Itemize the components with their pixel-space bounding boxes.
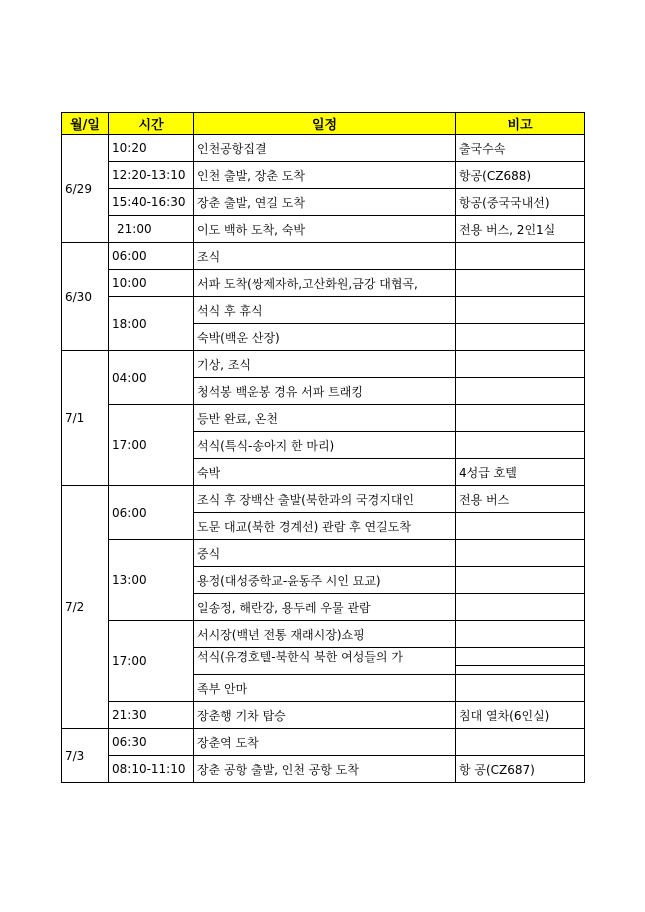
schedule-cell: 서시장(백년 전통 재래시장)쇼핑 [194,621,456,648]
schedule-cell: 장춘 공항 출발, 인천 공항 도착 [194,756,456,783]
date-cell: 7/1 [62,351,109,486]
note-cell [456,513,585,540]
note-cell: 전용 버스, 2인1실 [456,216,585,243]
note-cell: 항공(CZ688) [456,162,585,189]
table-row [62,702,585,729]
time-cell: 06:30 [109,729,194,756]
note-cell: 전용 버스 [456,486,585,513]
table-row [62,162,585,189]
schedule-cell: 장춘 출발, 연길 도착 [194,189,456,216]
schedule-cell: 용정(대성중학교-윤동주 시인 묘교) [194,567,456,594]
time-cell: 06:00 [109,243,194,270]
table-row [62,270,585,297]
schedule-cell: 족부 안마 [194,675,456,702]
table-row [62,297,585,324]
schedule-cell: 기상, 조식 [194,351,456,378]
schedule-cell: 중식 [194,540,456,567]
date-cell: 6/29 [62,135,109,243]
time-cell: 12:20-13:10 [109,162,194,189]
note-cell [456,666,585,675]
note-cell [456,594,585,621]
table-row [62,135,585,162]
schedule-cell: 석식 후 휴식 [194,297,456,324]
schedule-cell: 서파 도착(쌍제자하,고산화원,금강 대협곡, [194,270,456,297]
time-cell: 21:30 [109,702,194,729]
note-cell [456,621,585,648]
header-row [62,113,585,135]
schedule-cell: 청석봉 백운봉 경유 서파 트래킹 [194,378,456,405]
note-cell: 항공(중국국내선) [456,189,585,216]
note-cell [456,648,585,666]
note-cell: 출국수속 [456,135,585,162]
schedule-cell: 석식(특식-송아지 한 마리) [194,432,456,459]
table-row [62,189,585,216]
note-cell [456,351,585,378]
table-row [62,243,585,270]
schedule-cell: 도문 대교(북한 경계선) 관람 후 연길도착 [194,513,456,540]
table-row [62,486,585,513]
schedule-cell: 등반 완료, 온천 [194,405,456,432]
time-cell: 17:00 [109,405,194,486]
table-row [62,216,585,243]
note-cell [456,270,585,297]
schedule-cell: 일송정, 해란강, 용두레 우물 관람 [194,594,456,621]
schedule-cell: 숙박(백운 산장) [194,324,456,351]
header-time: 시간 [109,113,194,135]
table-row [62,729,585,756]
note-cell: 항 공(CZ687) [456,756,585,783]
table-row [62,756,585,783]
header-date: 월/일 [62,113,109,135]
schedule-cell: 이도 백하 도착, 숙박 [194,216,456,243]
schedule-cell: 숙박 [194,459,456,486]
note-cell [456,567,585,594]
note-cell: 침대 열차(6인실) [456,702,585,729]
note-cell [456,405,585,432]
date-cell: 7/3 [62,729,109,783]
schedule-cell: 조식 후 장백산 출발(북한과의 국경지대인 [194,486,456,513]
header-schedule: 일정 [194,113,456,135]
time-cell: 06:00 [109,486,194,540]
time-cell: 13:00 [109,540,194,621]
time-cell: 21:00 [109,216,194,243]
schedule-cell: 장춘역 도착 [194,729,456,756]
time-cell: 04:00 [109,351,194,405]
time-cell: 15:40-16:30 [109,189,194,216]
schedule-cell: 석식(유경호텔-북한식 북한 여성들의 가 [194,648,456,666]
time-cell: 10:20 [109,135,194,162]
time-cell: 10:00 [109,270,194,297]
table-row [62,621,585,648]
schedule-cell: 조식 [194,243,456,270]
schedule-cell [194,666,456,675]
date-cell: 6/30 [62,243,109,351]
note-cell [456,243,585,270]
time-cell: 08:10-11:10 [109,756,194,783]
note-cell [456,540,585,567]
time-cell: 17:00 [109,621,194,702]
schedule-cell: 인천공항집결 [194,135,456,162]
table-row [62,540,585,567]
note-cell [456,297,585,324]
table-row [62,405,585,432]
time-cell: 18:00 [109,297,194,351]
schedule-cell: 인천 출발, 장춘 도착 [194,162,456,189]
note-cell [456,432,585,459]
date-cell: 7/2 [62,486,109,729]
itinerary-table [61,112,585,783]
table-row [62,351,585,378]
note-cell [456,675,585,702]
header-note: 비고 [456,113,585,135]
note-cell [456,378,585,405]
note-cell: 4성급 호텔 [456,459,585,486]
note-cell [456,324,585,351]
schedule-cell: 장춘행 기차 탑승 [194,702,456,729]
note-cell [456,729,585,756]
